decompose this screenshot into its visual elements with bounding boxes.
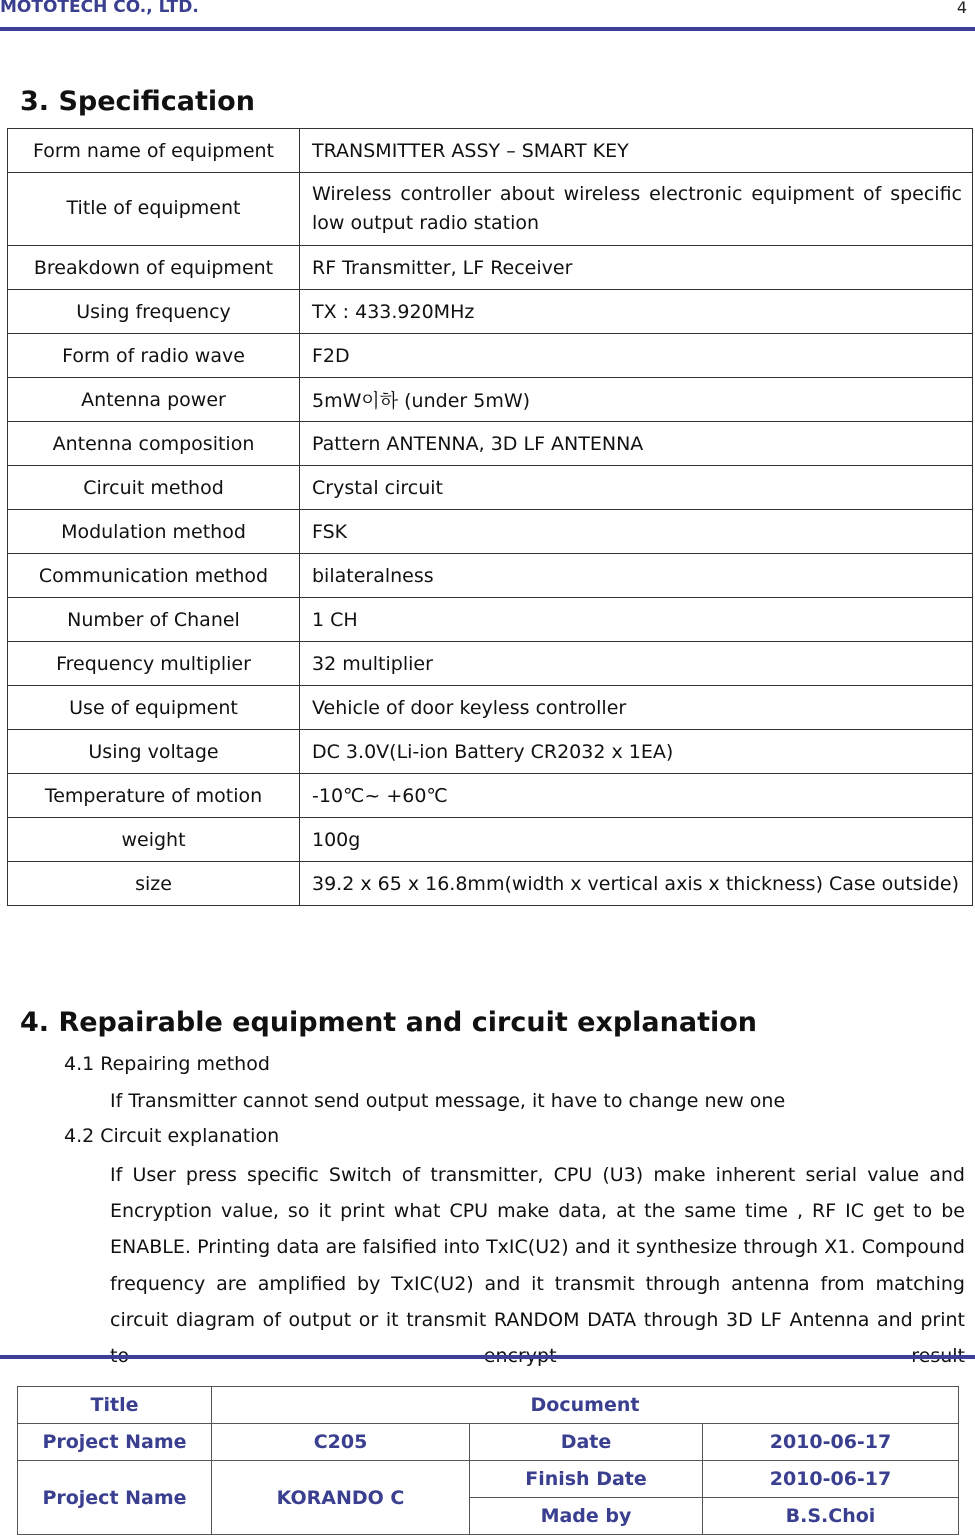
spec-row (8, 686, 973, 730)
spec-value: Pattern ANTENNA, 3D LF ANTENNA (300, 422, 973, 466)
spec-key: Using frequency (8, 290, 300, 334)
spec-key: Antenna power (8, 378, 300, 422)
spec-key: Frequency multiplier (8, 642, 300, 686)
spec-value: FSK (300, 510, 973, 554)
spec-value: TX : 433.920MHz (300, 290, 973, 334)
specification-table (7, 128, 973, 906)
spec-value: 1 CH (300, 598, 973, 642)
date-value: 2010-06-17 (703, 1424, 959, 1461)
company-name: MOTOTECH CO., LTD. (0, 0, 199, 17)
spec-key: Temperature of motion (8, 774, 300, 818)
section-4-heading: 4. Repairable equipment and circuit explanation (20, 1007, 758, 1038)
spec-key: Using voltage (8, 730, 300, 774)
spec-key: Communication method (8, 554, 300, 598)
subsection-4-1-text: If Transmitter cannot send output message, it have to change new one (110, 1090, 786, 1112)
spec-row (8, 378, 973, 422)
spec-key: Use of equipment (8, 686, 300, 730)
spec-row (8, 774, 973, 818)
spec-row (8, 554, 973, 598)
subsection-4-2-title: 4.2 Circuit explanation (64, 1125, 280, 1147)
spec-value: 100g (300, 818, 973, 862)
spec-row (8, 334, 973, 378)
spec-key: size (8, 862, 300, 906)
subsection-4-2-text: If User press specific Switch of transmitter, CPU (U3) make inherent serial value and Encryption value, so it print what CPU make data, at the same time , RF IC get to be ENABLE. Printing data are falsified into TxIC(U2) and it synthesize through X1. Compound frequency are amplified by TxIC(U2) and it transmit through antenna from matching circuit diagram of output or it transmit RANDOM DATA through 3D LF Antenna and print (110, 1164, 965, 1331)
spec-key: Modulation method (8, 510, 300, 554)
footer-row (18, 1424, 959, 1461)
spec-row (8, 290, 973, 334)
spec-value: Crystal circuit (300, 466, 973, 510)
section-3-heading: 3. Specification (20, 86, 255, 117)
date-label: Date (470, 1424, 703, 1461)
spec-row (8, 173, 973, 246)
made-by-value: B.S.Choi (703, 1498, 959, 1535)
document-info-table (17, 1386, 959, 1535)
spec-row (8, 422, 973, 466)
project-name-label: Project Name (18, 1424, 212, 1461)
project-code: C205 (212, 1424, 470, 1461)
spec-value: -10℃~ +60℃ (300, 774, 973, 818)
spec-value: Wireless controller about wireless electronic equipment of specific low output radio station (300, 173, 973, 246)
spec-key: Title of equipment (8, 173, 300, 246)
document-label: Document (212, 1387, 959, 1424)
spec-key: Circuit method (8, 466, 300, 510)
spec-row (8, 466, 973, 510)
project-name: KORANDO C (212, 1461, 470, 1535)
spec-value: 32 multiplier (300, 642, 973, 686)
made-by-label: Made by (470, 1498, 703, 1535)
spec-key: Form of radio wave (8, 334, 300, 378)
spec-value: 39.2 x 65 x 16.8mm(width x vertical axis x thickness) Case outside) (300, 862, 973, 906)
footer-row (18, 1461, 959, 1498)
subsection-4-1-title: 4.1 Repairing method (64, 1053, 270, 1075)
spec-row (8, 862, 973, 906)
finish-date-label: Finish Date (470, 1461, 703, 1498)
spec-key: Breakdown of equipment (8, 246, 300, 290)
footer-rule (0, 1355, 975, 1359)
finish-date-value: 2010-06-17 (703, 1461, 959, 1498)
spec-value: RF Transmitter, LF Receiver (300, 246, 973, 290)
title-label: Title (18, 1387, 212, 1424)
footer-row (18, 1387, 959, 1424)
spec-key: Form name of equipment (8, 129, 300, 173)
spec-row (8, 510, 973, 554)
spec-row (8, 818, 973, 862)
spec-value: TRANSMITTER ASSY – SMART KEY (300, 129, 973, 173)
page-number: 4 (956, 0, 967, 17)
spec-value: DC 3.0V(Li-ion Battery CR2032 x 1EA) (300, 730, 973, 774)
header-rule (0, 27, 975, 31)
spec-row (8, 642, 973, 686)
spec-row (8, 730, 973, 774)
spec-key: Antenna composition (8, 422, 300, 466)
spec-value: 5mW이하 (under 5mW) (300, 378, 973, 422)
spec-row (8, 598, 973, 642)
spec-value: Vehicle of door keyless controller (300, 686, 973, 730)
spec-row (8, 129, 973, 173)
spec-key: weight (8, 818, 300, 862)
spec-value: F2D (300, 334, 973, 378)
project-name-label-2: Project Name (18, 1461, 212, 1535)
spec-row (8, 246, 973, 290)
spec-value: bilateralness (300, 554, 973, 598)
spec-key: Number of Chanel (8, 598, 300, 642)
